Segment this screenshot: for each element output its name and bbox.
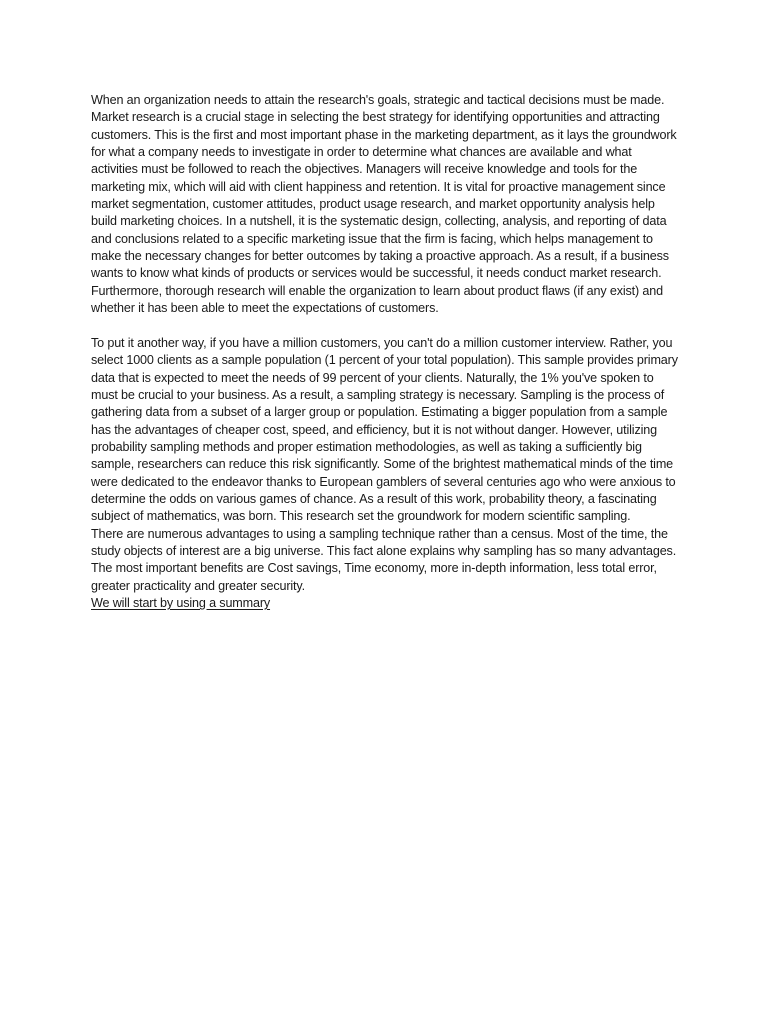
paragraph-market-research: When an organization needs to attain the research's goals, strategic and tactical decisions must be made. Market research is a crucial stage in selecting the best strategy for identifying opportunities and attracting customers. This is the first and most important phase in the marketing department, as it lays the groundwork for what a company needs to investigate in order to determine what chances are available and what activities must be followed to reach the objectives. Managers will receive knowledge and tools for the marketing mix, which will aid with client happiness and retention. It is vital for proactive management since market segmentation, customer attitudes, product usage research, and market opportunity analysis help build marketing choices. In a nutshell, it is the systematic design, collecting, analysis, and reporting of data and conclusions related to a specific marketing issue that the firm is facing, which helps management to make the necessary changes for better outcomes by taking a proactive approach. As a result, if a business wants to know what kinds of products or services would be successful, it needs conduct market research. Furthermore, thorough research will enable the organization to learn about product flaws (if any exist) and whether it has been able to meet the expectations of customers. <box>91 93 677 316</box>
summary-underlined-text: We will start by using a summary <box>91 595 271 610</box>
paragraph-advantages: There are numerous advantages to using a sampling technique rather than a census. Most of the time, the study objects of interest are a big universe. This fact alone explains why sampling has so many advantages. <box>91 526 677 558</box>
paragraph-sampling: To put it another way, if you have a million customers, you can't do a million customer interview. Rather, you select 1000 clients as a sample population (1 percent of your total population). This sample provides primary data that is expected to meet the needs of 99 percent of your clients. Naturally, the 1% you've spoken to must be crucial to your business. As a result, a sampling strategy is necessary. Sampling is the process of gathering data from a subset of a larger group or population. Estimating a bigger population from a sample has the advantages of cheaper cost, speed, and efficiency, but it is not without danger. However, utilizing probability sampling methods and proper estimation methodologies, as well as taking a sufficiently big sample, researchers can reduce this risk significantly. Some of the brightest mathematical minds of the time were dedicated to the endeavor thanks to European gamblers of several centuries ago who were anxious to determine the odds on various games of chance. As a result of this work, probability theory, a fascinating subject of mathematics, was born. This research set the groundwork for modern scientific sampling. <box>91 335 678 524</box>
document-body <box>91 92 679 612</box>
paragraph-benefits: The most important benefits are Cost savings, Time economy, more in-depth information, less total error, greater practicality and greater security. <box>91 561 657 593</box>
closing-line <box>91 595 679 612</box>
